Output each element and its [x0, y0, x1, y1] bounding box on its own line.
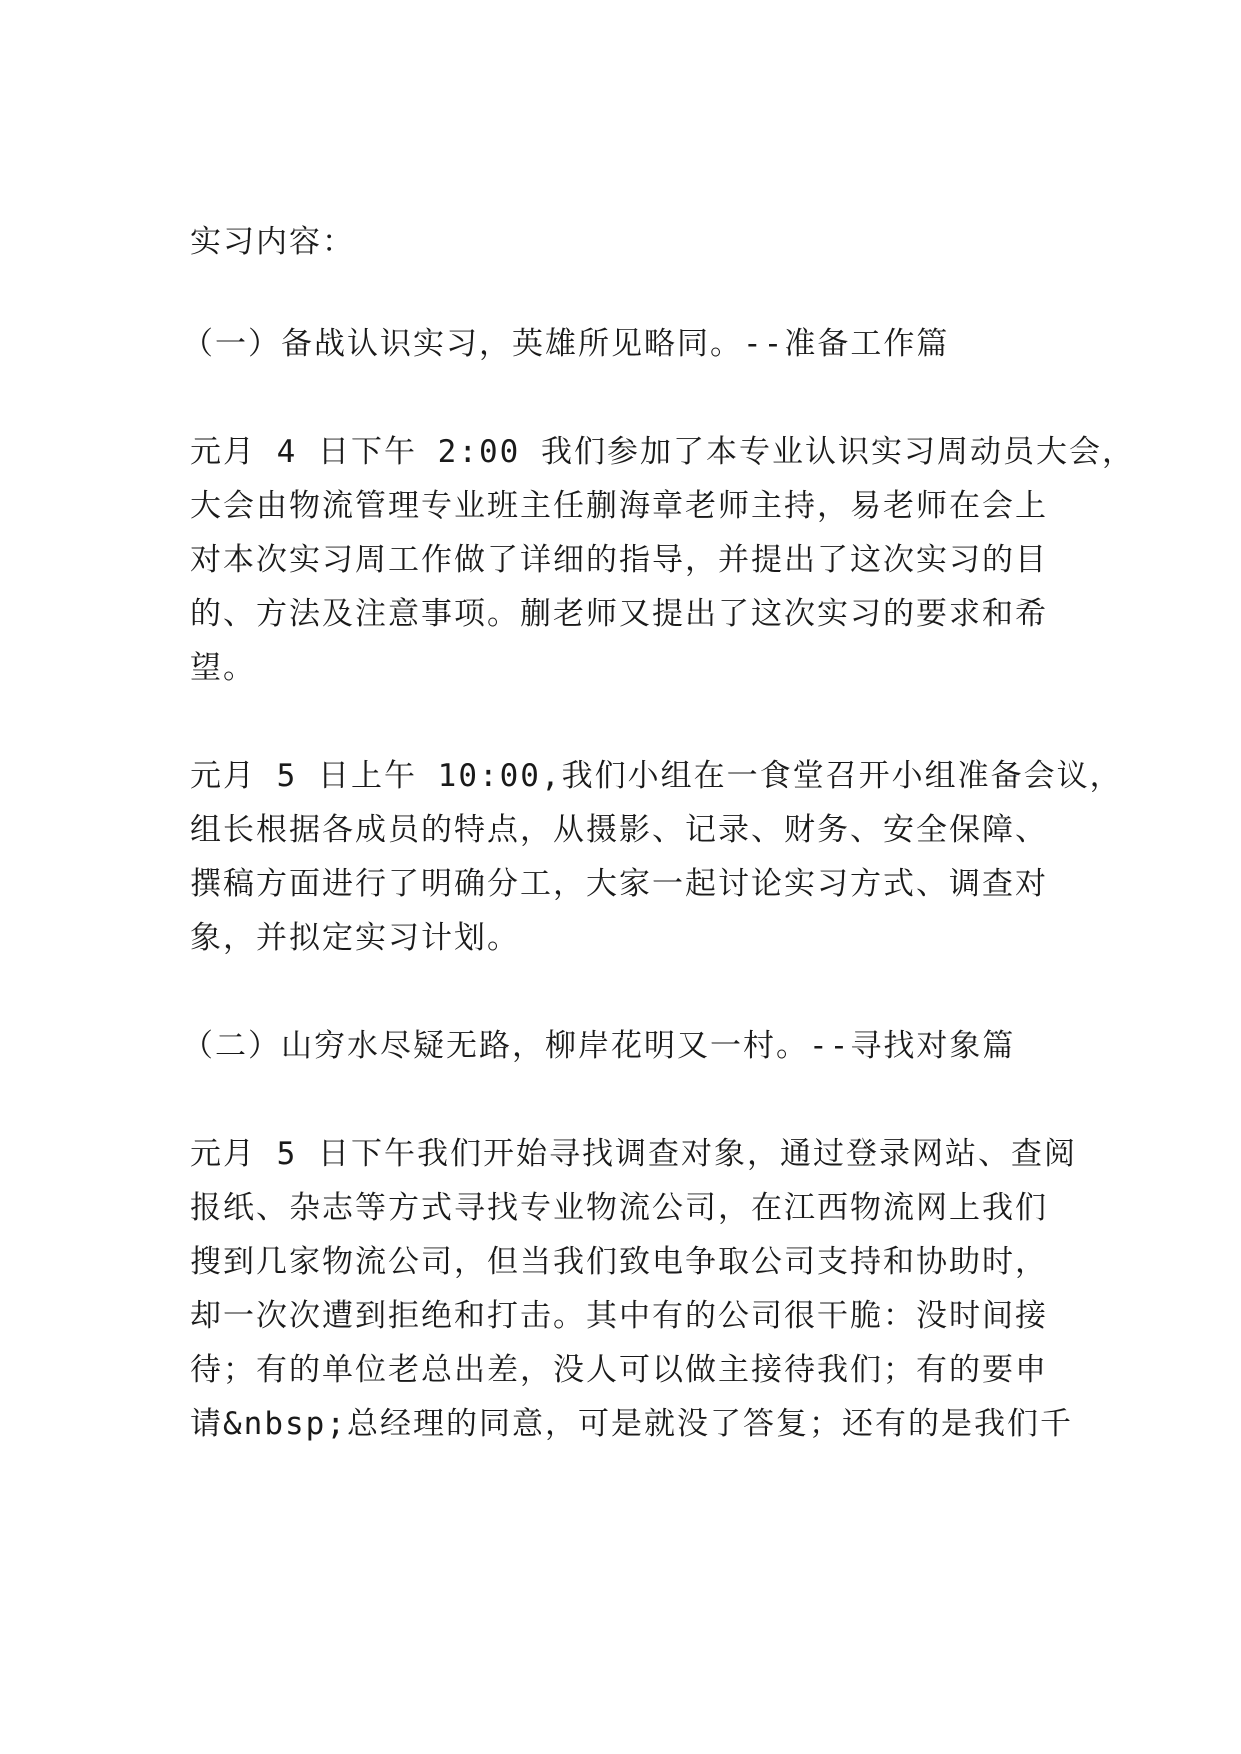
paragraph-line: 搜到几家物流公司，但当我们致电争取公司支持和协助时， [190, 1244, 1048, 1280]
paragraph-line: 的、方法及注意事项。蒯老师又提出了这次实习的要求和希 [190, 596, 1048, 632]
part2-heading [182, 1019, 1070, 1073]
paragraph-line: 组长根据各成员的特点，从摄影、记录、财务、安全保障、 [190, 812, 1048, 848]
paragraph-line: 却一次次遭到拒绝和打击。其中有的公司很干脆：没时间接 [190, 1298, 1048, 1334]
part2-heading-text: （二）山穷水尽疑无路，柳岸花明又一村。--寻找对象篇 [182, 1028, 1016, 1064]
part1-heading-text: （一）备战认识实习，英雄所见略同。--准备工作篇 [182, 326, 950, 362]
part1-paragraph2 [190, 749, 1123, 965]
part1-paragraph1 [190, 425, 1135, 695]
paragraph-line: 象，并拟定实习计划。 [190, 920, 520, 956]
paragraph-line: 报纸、杂志等方式寻找专业物流公司，在江西物流网上我们 [190, 1190, 1048, 1226]
paragraph-line: 对本次实习周工作做了详细的指导，并提出了这次实习的目 [190, 542, 1048, 578]
paragraph-line: 元月 4 日下午 2:00 我们参加了本专业认识实习周动员大会， [190, 434, 1135, 470]
part2-paragraph1 [190, 1127, 1077, 1451]
paragraph-line: 大会由物流管理专业班主任蒯海章老师主持，易老师在会上 [190, 488, 1048, 524]
part1-heading [182, 317, 1070, 371]
document-body [182, 215, 1135, 1451]
paragraph-line: 待；有的单位老总出差，没人可以做主接待我们；有的要申 [190, 1352, 1048, 1388]
paragraph-line: 元月 5 日下午我们开始寻找调查对象，通过登录网站、查阅 [190, 1136, 1077, 1172]
section-title: 实习内容： [190, 224, 355, 260]
paragraph-line: 撰稿方面进行了明确分工，大家一起讨论实习方式、调查对 [190, 866, 1048, 902]
paragraph-line: 元月 5 日上午 10:00,我们小组在一食堂召开小组准备会议， [190, 758, 1123, 794]
paragraph-line: 望。 [190, 650, 256, 686]
paragraph-line: 请&nbsp;总经理的同意，可是就没了答复；还有的是我们千 [190, 1406, 1073, 1442]
